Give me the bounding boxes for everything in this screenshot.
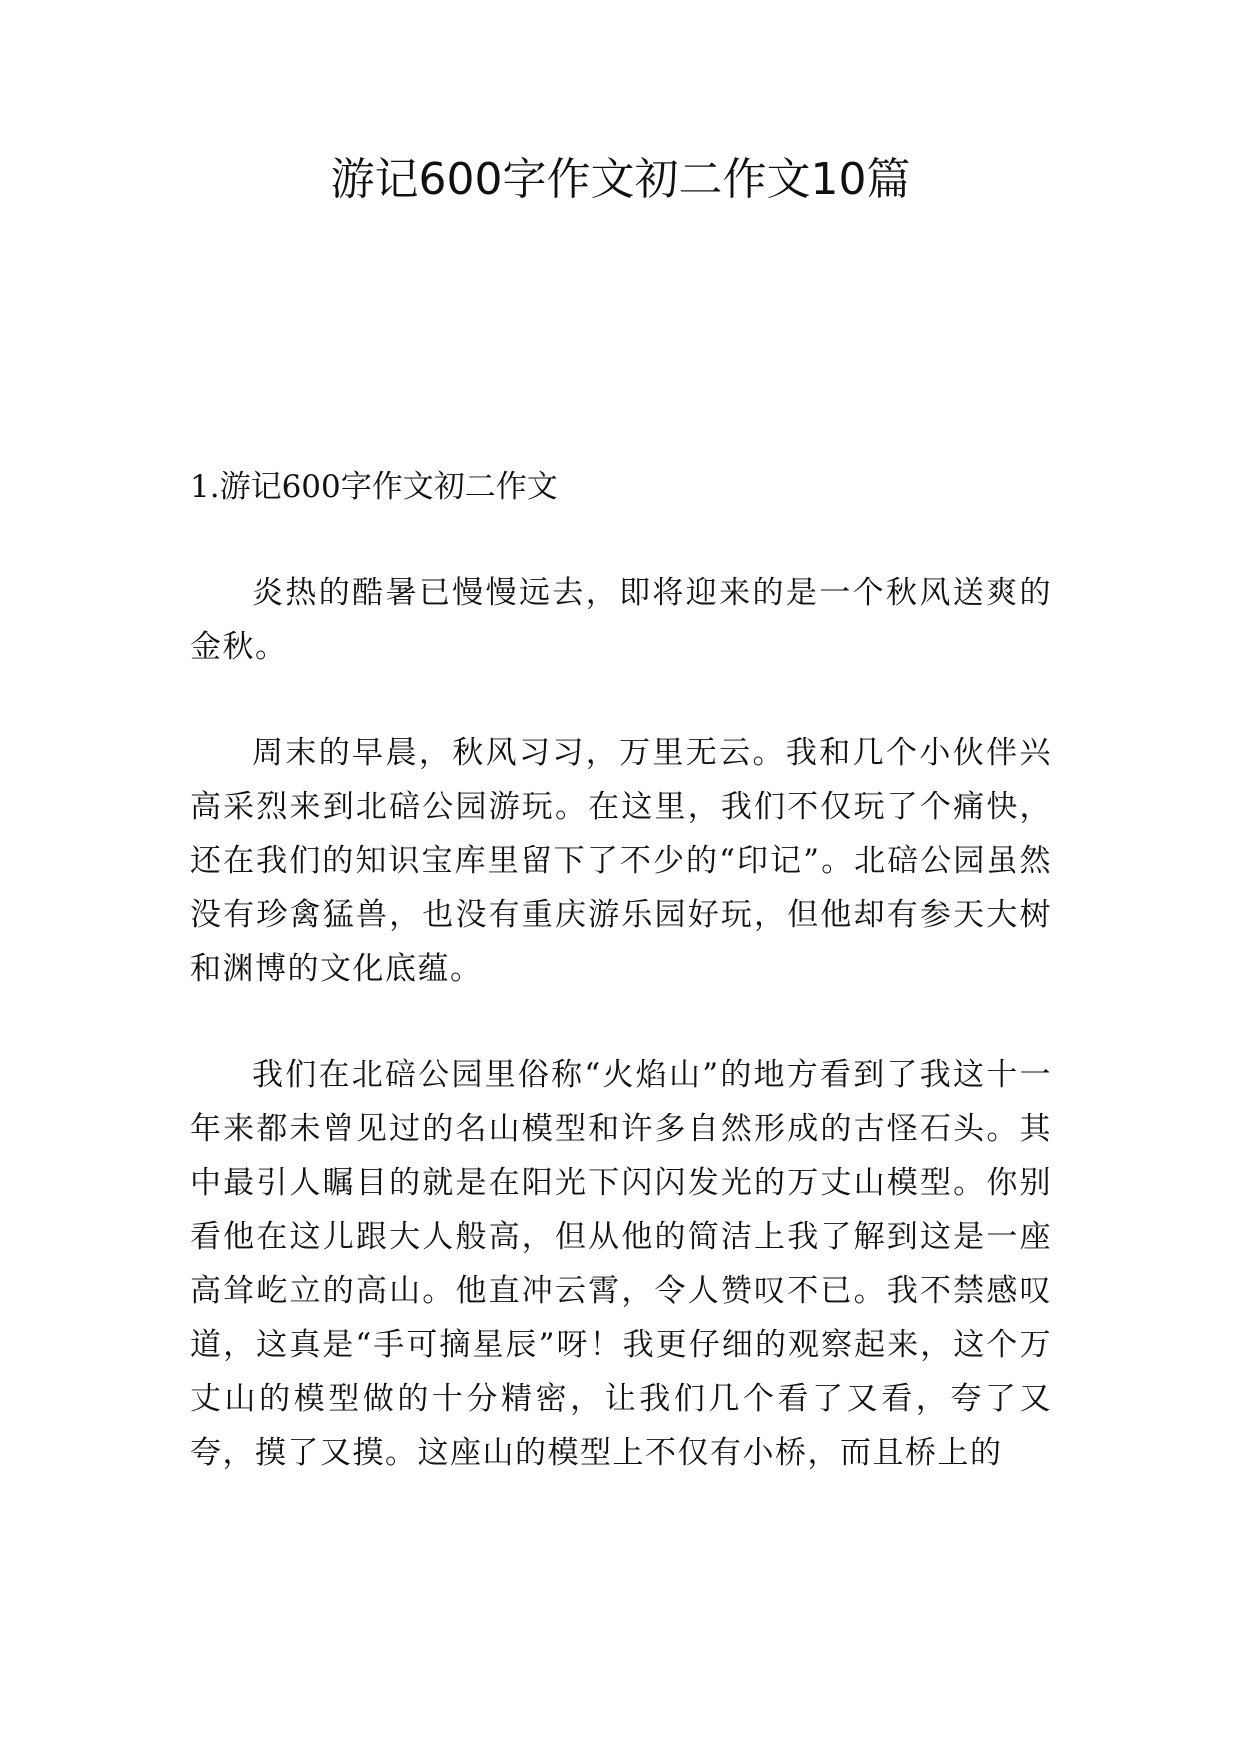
paragraph-2: 周末的早晨，秋风习习，万里无云。我和几个小伙伴兴高采烈来到北碚公园游玩。在这里，我们不仅玩了个痛快，还在我们的知识宝库里留下了不少的“印记”。北碚公园虽然没有珍禽猛兽，也没有重庆游乐园好玩，但他却有参天大树和渊博的文化底蕴。 bbox=[190, 735, 1052, 987]
document-title: 游记600字作文初二作文10篇 bbox=[330, 154, 911, 205]
paragraph-3: 我们在北碚公园里俗称“火焰山”的地方看到了我这十一年来都未曾见过的名山模型和许多自然形成的古怪石头。其中最引人瞩目的就是在阳光下闪闪发光的万丈山模型。你别看他在这儿跟大人般高，但从他的简洁上我了解到这是一座高耸屹立的高山。他直冲云霄，令人赞叹不已。我不禁感叹道，这真是“手可摘星辰”呀！我更仔细的观察起来，这个万丈山的模型做的十分精密，让我们几个看了又看，夸了又夸，摸了又摸。这座山的模型上不仅有小桥，而且桥上的 bbox=[190, 1057, 1052, 1471]
paragraph-1: 炎热的酷暑已慢慢远去，即将迎来的是一个秋风送爽的金秋。 bbox=[190, 575, 1052, 665]
document-body bbox=[190, 460, 1052, 1532]
section-heading: 1.游记600字作文初二作文 bbox=[190, 469, 558, 505]
